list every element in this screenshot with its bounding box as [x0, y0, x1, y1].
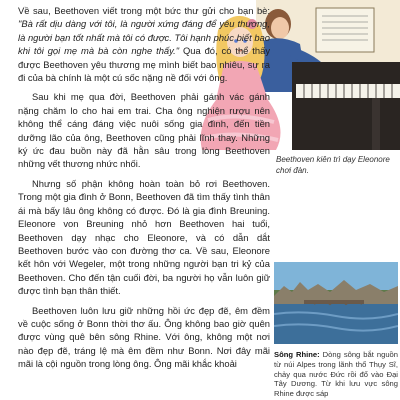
caption-label-rhine: Sông Rhine: — [274, 350, 320, 359]
photo-rhine-river — [274, 262, 398, 344]
paragraph-4: Beethoven luôn lưu giữ những hồi ức đẹp đẽ, êm đềm về cuộc sống ở Bonn thời thơ ấu. Ông không bao giờ quên được vùng quê bên sông Rhine. Với ông, không một nơi nào đẹp đẽ, tráng lệ mà êm đềm như Bonn. Nơi đây mãi mãi là cội nguồn trong lòng ông. Ông mãi khắc khoải — [18, 304, 270, 370]
paragraph-1 — [18, 4, 270, 84]
paragraph-2: Sau khi mẹ qua đời, Beethoven phải gánh vác gánh nặng chăm lo cho hai em trai. Cha ông nghiện rượu nên không thể cáng đáng việc nuôi sống gia đình, đến tiền dưỡng lão của ông, Beethoven cũng phải lĩnh thay. Những ký ức đau buồn này đã hằn sâu trong lòng Beethoven những vết thương nhức nhối. — [18, 91, 270, 170]
paragraph-1-lead: Về sau, Beethoven viết trong một bức thư gửi cho bạn bè: — [18, 5, 270, 16]
photo-graphic — [274, 262, 398, 344]
figure-caption-bottom — [274, 350, 398, 399]
caption-text-rhine: Dòng sông bắt nguồn từ núi Alpes trong lãnh thổ Thụy Sĩ, chảy qua nước Đức rồi đổ vào Đại Tây Dương. Từ khi lưu vực sông Rhine được sáp — [274, 350, 398, 399]
beethoven-letter-quote: "Bà rất dịu dàng với tôi, là người xứng đáng để yêu thương, là người bạn tốt nhất mà tôi có được. Tôi hạnh phúc biết bao khi tôi gọi mẹ mà bà còn nghe thấy." — [18, 18, 270, 57]
figure-caption-top: Beethoven kiên trì dạy Eleonore chơi đàn. — [276, 155, 390, 175]
paragraph-1-tail: Qua đó, có thể thấy được Beethoven yêu thương mẹ mình biết bao nhiêu, sự ra đi của bà chính là một cú sốc nặng nề đối với ông. — [18, 45, 271, 84]
paragraph-3: Nhưng số phận không hoàn toàn bỏ rơi Beethoven. Trong một gia đình ở Bonn, Beethoven đã tìm thấy tình thân ái mà bấy lâu ông không có được. Đó là gia đình Breuning. Eleonore von Breuning nhỏ hơn Beethoven hai tuổi, Beethoven dạy nhạc cho Eleonore, và có dẫn dắt Beethoven bước vào con đường thơ ca. Về sau, Eleonore kết hôn với Wegeler, một trong những người bạn tri kỷ của Beethoven. Cho đến tận cuối đời, ba người họ vẫn luôn giữ được tình bạn thân thiết. — [18, 177, 270, 297]
article-body — [18, 4, 270, 377]
